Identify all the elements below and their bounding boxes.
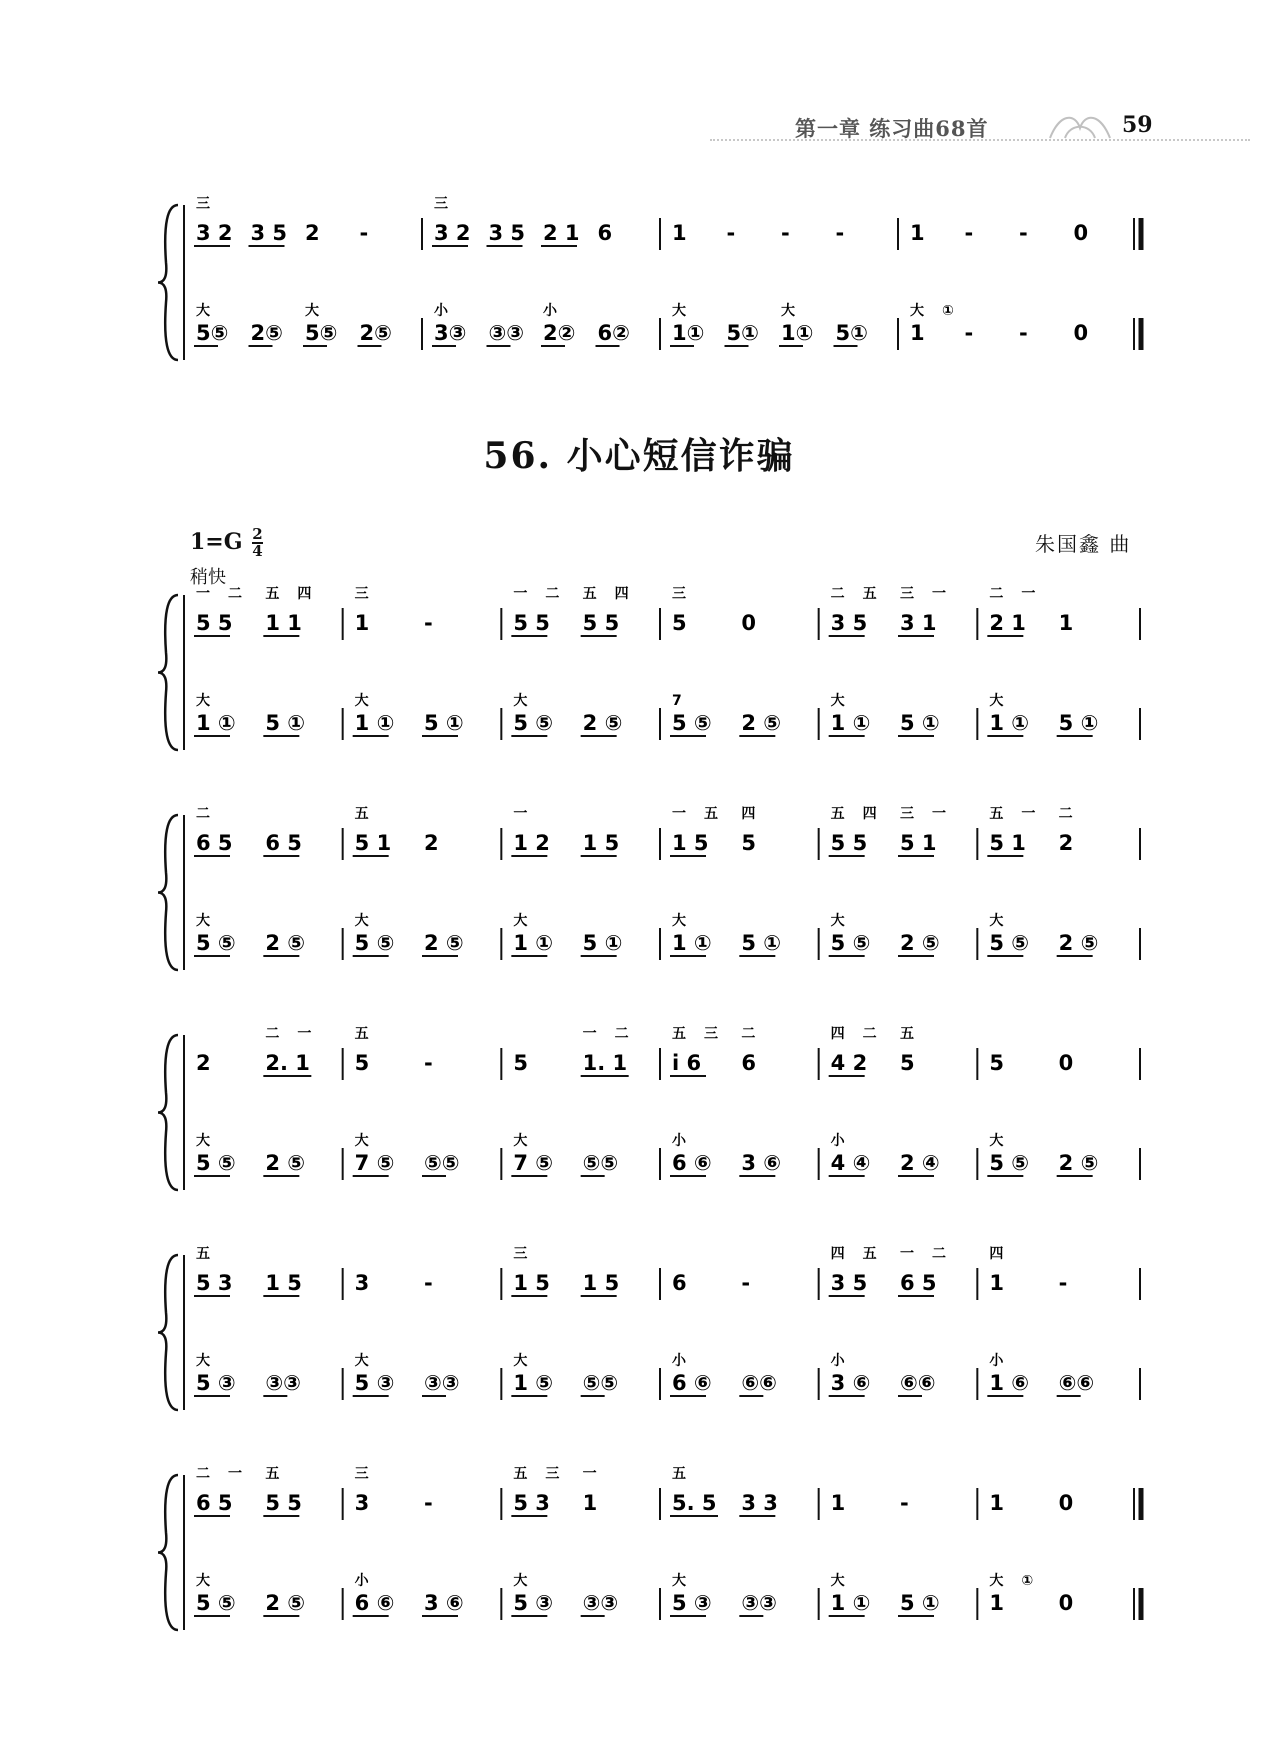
upper-note: 5 1: [989, 831, 1026, 855]
upper-note: -: [741, 1271, 751, 1295]
hand-mark: 小: [672, 1353, 686, 1369]
upper-note: 1: [989, 1271, 1004, 1295]
hand-mark: 大: [196, 1353, 210, 1369]
finger-mark: 五: [830, 806, 845, 822]
lower-note: 3 ⑥: [741, 1151, 782, 1175]
upper-note: 1: [910, 221, 925, 245]
lower-note: 1①: [781, 321, 814, 345]
lower-note: ⑤⑤: [424, 1151, 460, 1175]
hand-mark: 大: [513, 1573, 528, 1589]
lower-note: 5 ①: [582, 931, 623, 955]
lower-note: ⑤⑤: [582, 1151, 619, 1175]
system-brace: [158, 1035, 178, 1190]
lower-note: 1 ①: [830, 711, 871, 735]
system-brace: [158, 205, 178, 360]
upper-note: 1 5: [265, 1271, 302, 1295]
finger-mark: 四: [830, 1246, 845, 1262]
finger-mark: 二: [228, 586, 242, 602]
lower-note: 2 ④: [900, 1151, 940, 1175]
lower-note: 2 ⑤: [1058, 1151, 1099, 1175]
hand-mark: 大: [989, 693, 1004, 709]
hand-mark: 大: [513, 1133, 528, 1149]
upper-note: -: [424, 1271, 433, 1295]
lower-note: 2 ⑤: [582, 711, 623, 735]
finger-mark: 三: [513, 1246, 528, 1262]
hand-mark: 大: [513, 693, 528, 709]
lower-note: 5 ⑤: [196, 931, 236, 955]
lower-note: 5 ⑤: [672, 711, 712, 735]
lower-note: 3 ⑥: [830, 1371, 871, 1395]
lower-note: 1 ①: [830, 1591, 871, 1615]
composer: 朱国鑫 曲: [1035, 532, 1132, 556]
upper-note: -: [359, 221, 369, 245]
piece-title: 56. 小心短信诈骗: [483, 435, 795, 477]
upper-note: 1 5: [672, 831, 709, 855]
upper-note: 1 5: [582, 831, 620, 855]
lower-note: 1①: [672, 321, 705, 345]
upper-note: -: [424, 611, 433, 635]
finger-mark: 三: [196, 196, 210, 212]
lower-note: -: [964, 321, 974, 345]
upper-note: -: [900, 1491, 909, 1515]
lower-note: 5 ③: [196, 1371, 236, 1395]
upper-note: 1 5: [513, 1271, 550, 1295]
lower-note: ③③: [424, 1371, 460, 1395]
lower-note: 5 ①: [900, 1591, 940, 1615]
lower-note: 2②: [543, 321, 576, 345]
hand-mark: 大: [354, 1133, 369, 1149]
upper-note: 5 5: [582, 611, 620, 635]
upper-note: 3 1: [900, 611, 937, 635]
upper-note: 5 1: [900, 831, 937, 855]
finger-mark: 二: [265, 1026, 280, 1042]
lower-note: ⑤⑤: [582, 1371, 619, 1395]
finger-mark: 一: [513, 806, 528, 822]
lower-note: 7 ⑤: [354, 1151, 395, 1175]
finger-mark: 一: [932, 586, 946, 602]
upper-note: 6: [597, 221, 613, 245]
finger-mark: 二: [989, 586, 1004, 602]
finger-mark: 三: [354, 586, 369, 602]
lower-note: 1 ⑥: [989, 1371, 1030, 1395]
hand-mark: 小: [830, 1133, 845, 1149]
upper-note: -: [424, 1051, 433, 1075]
upper-note: 3 2: [434, 221, 471, 245]
lower-note: 5 ③: [513, 1591, 554, 1615]
finger-mark: 三: [354, 1466, 369, 1482]
finger-mark: 三: [900, 806, 914, 822]
lower-note: 3③: [434, 321, 467, 345]
hand-mark: 大: [196, 913, 210, 929]
finger-mark: 五: [582, 586, 597, 602]
upper-note: 6: [741, 1051, 756, 1075]
upper-note: 1: [1058, 611, 1074, 635]
lower-note: 5 ③: [672, 1591, 712, 1615]
upper-note: 3: [354, 1491, 370, 1515]
upper-note: 2: [305, 221, 320, 245]
upper-note: 1. 1: [582, 1051, 628, 1075]
hand-mark: ①: [942, 303, 954, 319]
finger-mark: 三: [900, 586, 914, 602]
upper-note: 5 5: [196, 611, 233, 635]
lower-note: 5 ⑤: [196, 1151, 236, 1175]
finger-mark: 三: [434, 196, 448, 212]
hand-mark: 大: [672, 1573, 686, 1589]
upper-note: -: [726, 221, 736, 245]
upper-note: 0: [1058, 1051, 1074, 1075]
finger-mark: 四: [741, 806, 756, 822]
finger-mark: 五: [196, 1246, 210, 1262]
upper-note: 5 1: [354, 831, 392, 855]
finger-mark: 五: [862, 1246, 877, 1262]
finger-mark: 五: [354, 1026, 369, 1042]
hand-mark: 小: [354, 1573, 369, 1589]
finger-mark: 五: [704, 806, 718, 822]
finger-mark: 二: [862, 1026, 877, 1042]
hand-mark: 大: [989, 1133, 1004, 1149]
upper-note: -: [781, 221, 790, 245]
finger-mark: 四: [862, 806, 877, 822]
upper-note: 2 1: [989, 611, 1026, 635]
upper-note: 1 5: [582, 1271, 620, 1295]
time-numerator: 2: [252, 525, 263, 543]
hand-mark: 大: [196, 303, 210, 319]
hand-mark: 小: [434, 303, 448, 319]
key-label: 1=G: [190, 529, 243, 555]
lower-note: 2 ⑤: [424, 931, 464, 955]
upper-note: 5 5: [830, 831, 868, 855]
upper-note: 5. 5: [672, 1491, 717, 1515]
lower-note: 6 ⑥: [672, 1151, 712, 1175]
lower-note: 6②: [597, 321, 630, 345]
lower-note: 2⑤: [359, 321, 392, 345]
hand-mark: 大: [513, 913, 528, 929]
upper-note: 5 5: [265, 1491, 302, 1515]
lower-note: 2 ⑤: [900, 931, 940, 955]
hand-mark: 7: [672, 693, 682, 709]
upper-note: 1: [672, 221, 687, 245]
finger-mark: 四: [297, 586, 312, 602]
lower-note: -: [1019, 321, 1028, 345]
lower-note: 5 ⑤: [989, 1151, 1030, 1175]
finger-mark: 四: [989, 1246, 1004, 1262]
system-brace: [158, 1475, 178, 1630]
finger-mark: 二: [196, 806, 210, 822]
finger-mark: 一: [1021, 586, 1036, 602]
lower-note: ⑥⑥: [741, 1371, 777, 1395]
hand-mark: 小: [830, 1353, 845, 1369]
upper-note: 0: [1058, 1491, 1074, 1515]
upper-note: 2. 1: [265, 1051, 310, 1075]
lower-note: 1 ①: [989, 711, 1030, 735]
lower-note: ③③: [582, 1591, 619, 1615]
upper-note: 1: [989, 1491, 1004, 1515]
lower-note: 0: [1073, 321, 1089, 345]
upper-note: 5: [989, 1051, 1004, 1075]
lower-note: 5 ⑤: [196, 1591, 236, 1615]
upper-note: 6: [672, 1271, 687, 1295]
chapter-header: 第一章 练习曲68首: [795, 116, 989, 141]
lower-note: 2⑤: [250, 321, 283, 345]
finger-mark: 一: [582, 1466, 597, 1482]
finger-mark: 一: [228, 1466, 242, 1482]
lower-note: 7 ⑤: [513, 1151, 554, 1175]
finger-mark: 一: [582, 1026, 597, 1042]
finger-mark: 五: [672, 1026, 686, 1042]
lower-note: 2 ⑤: [741, 711, 782, 735]
upper-note: -: [835, 221, 845, 245]
hand-mark: 大: [354, 693, 369, 709]
upper-note: 5: [513, 1051, 528, 1075]
lower-note: ③③: [265, 1371, 301, 1395]
finger-mark: 四: [614, 586, 629, 602]
upper-note: 5: [354, 1051, 370, 1075]
lower-note: ③③: [488, 321, 525, 345]
time-denominator: 4: [252, 542, 263, 560]
lower-note: 5①: [835, 321, 868, 345]
lower-note: 2 ⑤: [265, 1591, 306, 1615]
upper-note: 1 2: [513, 831, 550, 855]
lower-note: 5 ⑤: [830, 931, 871, 955]
finger-mark: 一: [297, 1026, 312, 1042]
lower-note: 5 ⑤: [989, 931, 1030, 955]
finger-mark: 一: [196, 586, 210, 602]
system-brace: [158, 595, 178, 750]
upper-note: 1 1: [265, 611, 302, 635]
lower-note: 5 ⑤: [354, 931, 395, 955]
system-brace: [158, 1255, 178, 1410]
lower-note: 5①: [726, 321, 759, 345]
hand-mark: 大: [513, 1353, 528, 1369]
hand-mark: 大: [354, 913, 369, 929]
upper-note: 1: [830, 1491, 846, 1515]
upper-note: 3 5: [488, 221, 526, 245]
finger-mark: 五: [900, 1026, 914, 1042]
upper-note: -: [964, 221, 974, 245]
lower-note: 4 ④: [830, 1151, 871, 1175]
upper-note: -: [1058, 1271, 1068, 1295]
upper-note: 2: [424, 831, 439, 855]
upper-note: 1: [582, 1491, 598, 1515]
upper-note: 5: [900, 1051, 915, 1075]
finger-mark: 二: [741, 1026, 756, 1042]
lower-note: 0: [1058, 1591, 1074, 1615]
lower-note: 5⑤: [305, 321, 338, 345]
system-brace: [158, 815, 178, 970]
finger-mark: 一: [900, 1246, 914, 1262]
upper-note: 5 3: [513, 1491, 550, 1515]
upper-note: 2: [1058, 831, 1074, 855]
finger-mark: 一: [672, 806, 686, 822]
lower-note: 5 ①: [741, 931, 782, 955]
lower-note: 2 ⑤: [265, 1151, 306, 1175]
lower-note: 5 ①: [900, 711, 940, 735]
upper-note: 0: [1073, 221, 1089, 245]
upper-note: 3 5: [830, 611, 868, 635]
finger-mark: 五: [672, 1466, 686, 1482]
upper-note: 3: [354, 1271, 370, 1295]
hand-mark: 大: [910, 303, 924, 319]
upper-note: 3 2: [196, 221, 233, 245]
finger-mark: 五: [989, 806, 1004, 822]
page-number: 59: [1122, 112, 1153, 138]
lower-note: 5 ①: [424, 711, 464, 735]
hand-mark: 大: [781, 303, 795, 319]
finger-mark: 二: [932, 1246, 946, 1262]
hand-mark: 小: [672, 1133, 686, 1149]
lower-note: 6 ⑥: [354, 1591, 395, 1615]
hand-mark: 大: [989, 1573, 1004, 1589]
hand-mark: 小: [989, 1353, 1004, 1369]
finger-mark: 二: [614, 1026, 629, 1042]
finger-mark: 五: [265, 586, 280, 602]
finger-mark: 四: [830, 1026, 845, 1042]
lower-note: 2 ⑤: [265, 931, 306, 955]
lower-note: 1: [989, 1591, 1004, 1615]
upper-note: -: [424, 1491, 433, 1515]
finger-mark: 一: [932, 806, 946, 822]
finger-mark: 二: [196, 1466, 210, 1482]
finger-mark: 一: [513, 586, 528, 602]
upper-note: 2 1: [543, 221, 580, 245]
lower-note: 1: [910, 321, 925, 345]
lower-note: 1 ①: [196, 711, 236, 735]
upper-note: 3 5: [830, 1271, 868, 1295]
lower-note: 5 ③: [354, 1371, 395, 1395]
hand-mark: ①: [1021, 1573, 1034, 1589]
finger-mark: 一: [1021, 806, 1036, 822]
hand-mark: 小: [543, 303, 557, 319]
lower-note: ⑥⑥: [900, 1371, 936, 1395]
finger-mark: 五: [862, 586, 877, 602]
hand-mark: 大: [196, 693, 210, 709]
upper-note: 0: [741, 611, 756, 635]
lower-note: 1 ①: [672, 931, 712, 955]
upper-note: 2: [196, 1051, 211, 1075]
hand-mark: 大: [830, 693, 845, 709]
upper-note: 5 3: [196, 1271, 233, 1295]
tempo-marking: 稍快: [190, 567, 226, 588]
lower-note: 1 ①: [354, 711, 395, 735]
lower-note: 6 ⑥: [672, 1371, 712, 1395]
hand-mark: 大: [354, 1353, 369, 1369]
hand-mark: 大: [196, 1133, 210, 1149]
hand-mark: 大: [305, 303, 319, 319]
lower-note: 5 ①: [265, 711, 306, 735]
hand-mark: 大: [672, 303, 686, 319]
lower-note: 1 ⑤: [513, 1371, 554, 1395]
upper-note: 1: [354, 611, 370, 635]
hand-mark: 大: [989, 913, 1004, 929]
finger-mark: 三: [672, 586, 686, 602]
finger-mark: 三: [545, 1466, 560, 1482]
upper-note: 3 3: [741, 1491, 778, 1515]
finger-mark: 二: [1058, 806, 1073, 822]
upper-note: -: [1019, 221, 1028, 245]
finger-mark: 五: [513, 1466, 528, 1482]
hand-mark: 大: [830, 913, 845, 929]
lower-note: 1 ①: [513, 931, 554, 955]
lower-note: 5 ⑤: [513, 711, 554, 735]
upper-note: 6 5: [196, 831, 233, 855]
lower-note: 3 ⑥: [424, 1591, 464, 1615]
finger-mark: 五: [265, 1466, 280, 1482]
lower-note: 2 ⑤: [1058, 931, 1099, 955]
upper-note: 3 5: [250, 221, 288, 245]
hand-mark: 大: [196, 1573, 210, 1589]
finger-mark: 二: [830, 586, 845, 602]
lower-note: 5 ①: [1058, 711, 1099, 735]
upper-note: 6 5: [265, 831, 302, 855]
upper-note: i 6: [672, 1051, 702, 1075]
lower-note: ③③: [741, 1591, 777, 1615]
hand-mark: 大: [672, 913, 686, 929]
upper-note: 6 5: [900, 1271, 937, 1295]
lower-note: 5⑤: [196, 321, 229, 345]
finger-mark: 三: [704, 1026, 718, 1042]
finger-mark: 二: [545, 586, 560, 602]
finger-mark: 五: [354, 806, 369, 822]
upper-note: 6 5: [196, 1491, 233, 1515]
upper-note: 5 5: [513, 611, 550, 635]
upper-note: 4 2: [830, 1051, 868, 1075]
lower-note: ⑥⑥: [1058, 1371, 1095, 1395]
hand-mark: 大: [830, 1573, 845, 1589]
upper-note: 5: [672, 611, 687, 635]
upper-note: 5: [741, 831, 756, 855]
